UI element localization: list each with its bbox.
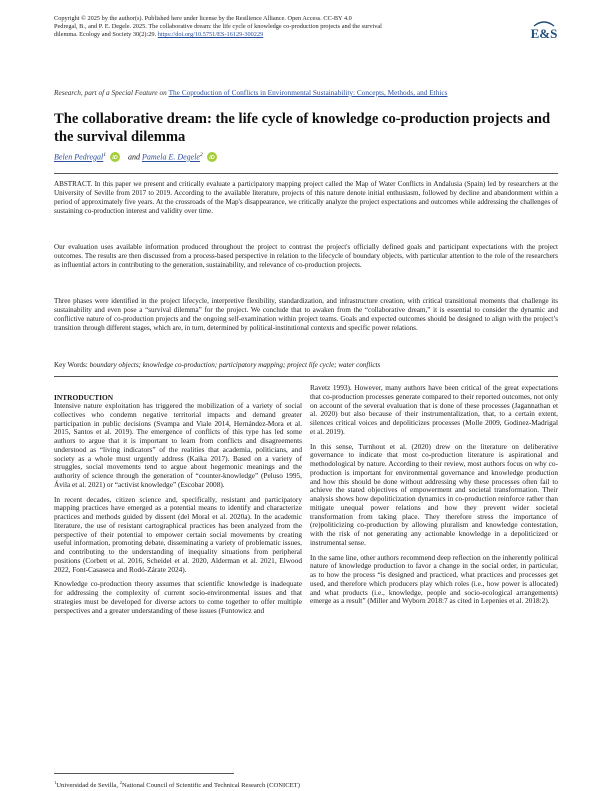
abstract-text-1: In this paper we present and critically evaluate a participatory mapping project called the Map of Water Conflicts in Andalusia (Spain) led by researchers at the University of Seville from 2017 to 2019. According to the available literature, projects of this nature denote initial enthusiasm, followed by decline and abandonment within a period of approximately five years. At the crossroads of the Map's disappearance, we critically analyze the project expectations and outcomes while addressing the challenges of sustaining co-production interest and validity over time. — [54, 180, 558, 216]
author-link-2[interactable]: Pamela E. Degele — [142, 152, 200, 162]
abstract-paragraph-2: Our evaluation uses available information produced throughout the project to contrast the project's officially defined goals and participant expectations with the project outcomes. The results are then discussed from a process-based perspective in relation to the lifecycle of boundary objects, with particular attention to the role of the researchers as influential actors in contributing to the generation, sustainability, and relevance of co-production projects. — [54, 243, 558, 270]
citation-line-2 — [54, 31, 524, 39]
affiliation-1: Universidad de Sevilla, — [56, 782, 120, 790]
keywords-text: boundary objects; knowledge co-production; participatory mapping; project life cycle; water conflicts — [89, 361, 381, 369]
abstract-label: ABSTRACT. — [54, 180, 93, 188]
special-feature-link[interactable]: The Coproduction of Conflicts in Environmental Sustainability: Concepts, Methods, and Ethics — [168, 88, 448, 97]
section-heading: INTRODUCTION — [54, 393, 114, 402]
author-conjunction: and — [128, 152, 140, 162]
footnote-marker-1: 1 — [54, 780, 57, 785]
article-title: The collaborative dream: the life cycle of knowledge co-production projects and the survival dilemma — [54, 111, 551, 145]
svg-text:iD: iD — [112, 154, 118, 161]
keywords — [54, 361, 558, 370]
author-affiliation-2: 2 — [199, 152, 203, 158]
abstract-paragraph-3: Three phases were identified in the project lifecycle, interpretive flexibility, standardization, and infrastructure creation, with critical transitional moments that challenge its sustainability and even pose a “survival dilemma” for the project. We conclude that to awaken from the “collaborative dream,” it is essential to consider the dynamic and conflictive nature of co-production projects and the ongoing self-examination within project teams. Goals and expected outcomes should be designed to align with the project’s transition through different stages, which are, in turn, determined by political-institutional contexts and specific power relations. — [54, 297, 558, 333]
journal-logo-text: E&S — [530, 26, 558, 41]
body-paragraph-4: Ravetz 1993). However, many authors have been critical of the great expectations that co-production processes generate compared to their reported outcomes, not only on account of the several evaluation that is done of these processes (Jagannathan et al. 2020) but also because of their instrumentalization, that, to a certain extent, silences critical voices and depoliticizes processes (Molle 2009, Godinez-Madrigal et al. 2019). — [310, 383, 558, 436]
divider — [54, 173, 558, 174]
body-paragraph-3: Knowledge co-production theory assumes that scientific knowledge is inadequate for addressing the complexity of current socio-environmental issues and that strategies must be developed for diverse actors to come together to offer multiple perspectives and a greater understanding of these issues (Funtowicz and — [54, 579, 302, 615]
citation-line: Pedregal, B., and P. E. Degele. 2025. The collaborative dream: the life cycle of knowledge co-production projects and the survival — [54, 23, 382, 30]
body-paragraph-6: In the same line, other authors recommend deep reflection on the inherently political nature of knowledge production to favor a change in the social order, in particular, as to how the process “is designed and practiced, what practices and processes get used, and therefore which producers play which roles (i.e., how power is allocated) and what products (i.e., knowledge, people and socio-ecological arrangements) emerge as a result” (Miller and Wyborn 2018:7 as cited in Lepenies et al. 2018:2). — [310, 552, 558, 606]
license-line: Copyright © 2025 by the author(s). Published here under license by the Resilience Alliance. Open Access. CC-BY 4.0 — [54, 15, 352, 22]
author-link-1[interactable]: Belen Pedregal — [54, 152, 104, 162]
affiliation-2: National Council of Scientific and Technical Research (CONICET) — [121, 782, 300, 790]
journal-logo[interactable] — [529, 12, 559, 48]
article-type: Research — [54, 88, 81, 97]
orcid-icon[interactable] — [207, 152, 217, 162]
orcid-icon[interactable] — [110, 152, 120, 162]
affiliations-footnote — [54, 779, 300, 790]
body-paragraph-2: In recent decades, citizen science and, specifically, resistant and participatory mapping practices have emerged as a potential means to identify and characterize practices and methods guided by dissent (del Moral et al. 2020a). In the academic literature, the use of resistant cartographical practices has been analyzed from the perspective of their potential to empower certain social movements by creating useful information, promoting debate, disseminating a variety of problematic issues, and contributing to the understanding of inequality situations from peripheral positions (Corbett et al. 2016, Scheidel et al. 2020, Alderman et al. 2021, Elwood 2022, Font-Casaseca and Rodó-Zárate 2024). — [54, 494, 302, 574]
author-affiliation-1: 1 — [103, 152, 106, 158]
svg-text:iD: iD — [208, 154, 215, 161]
copyright-header — [54, 15, 524, 39]
special-feature-line — [54, 88, 554, 97]
body-column-right — [310, 384, 558, 612]
footnote-marker-2: 2 — [119, 780, 122, 785]
doi-link[interactable]: https://doi.org/10.5751/ES-16129-300229 — [157, 31, 264, 38]
author-line — [54, 149, 223, 164]
citation-journal: dilemma. Ecology and Society 30(2):29. — [54, 31, 158, 38]
series-connector: , part of a Special Feature on — [80, 88, 169, 97]
body-paragraph-1: Intensive nature exploitation has triggered the mobilization of a variety of social collectives who condemn negative territorial impacts and demand greater participation in public decisions (Svampa and Viale 2014, Hernández-Mora et al. 2015, Santos et al. 2019). The emergence of conflicts of this type has led some authors to argue that it is important to learn from conflicts and disagreements understood as “living indicators” of the realities that academia, politicians, and society as a whole must urgently address (Kaika 2017). Based on a variety of struggles, social movements tend to argue about hegemonic meanings and the authority of science through the generation of “counter-knowledge” (Peluso 1995, Ávila et al. 2021) or “activist knowledge” (Escobar 2008). — [54, 401, 302, 489]
footnote-divider — [54, 773, 234, 774]
body-column-left — [54, 393, 302, 621]
keywords-label: Key Words: — [54, 361, 90, 369]
abstract-paragraph-1 — [54, 180, 558, 216]
divider — [54, 376, 558, 377]
body-paragraph-5: In this sense, Turnhout et al. (2020) drew on the literature on deliberative governance to indicate that most co-production literature is aspirational and methodological by nature. According to their review, most authors focus on why co-production is important for environmental governance and knowledge production and how this should be done without addressing why these processes often fail to achieve the stated objectives of empowerment and societal transformation. Their analysis shows how depoliticization dynamics in co-production reinforce rather than mitigate unequal power relations and how they prevent wider societal transformation from taking place. They therefore stress the importance of (re)politicizing co-production by allowing pluralism and knowledge contestation, with the risk of not generating any actionable knowledge in a depoliticized or instrumental sense. — [310, 441, 558, 547]
